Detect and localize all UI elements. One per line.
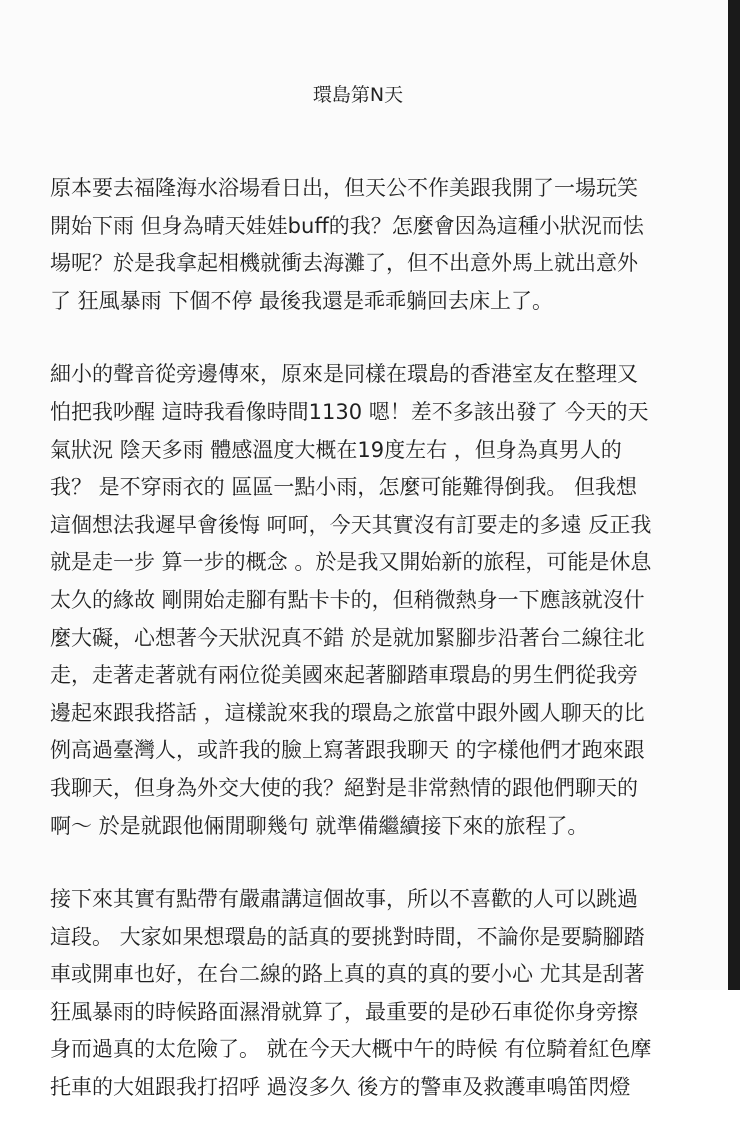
text-line: 身而過真的太危險了。 就在今天大概中午的時候 有位騎着紅色摩 [50,1037,652,1062]
paragraph-3 [50,881,690,1107]
text-line: 這段。 大家如果想環島的話真的要挑對時間，不論你是要騎腳踏 [50,924,645,949]
document-title: 環島第N天 [312,84,404,106]
text-line: 接下來其實有點帶有嚴肅講這個故事，所以不喜歡的人可以跳過 [50,887,638,912]
paragraph-1 [50,170,690,320]
document-body [50,170,690,1143]
text-line: 托車的大姐跟我打招呼 過沒多久 後方的警車及救護車鳴笛閃燈 [50,1075,631,1100]
text-line: 狂風暴雨的時候路面濕滑就算了，最重要的是砂石車從你身旁擦 [50,999,638,1024]
text-line: 邊起來跟我搭話 ，這樣說來我的環島之旅當中跟外國人聊天的比 [50,700,645,725]
text-line: 場呢？於是我拿起相機就衝去海灘了，但不出意外馬上就出意外 [50,251,638,276]
text-line: 我？ 是不穿雨衣的 區區一點小雨，怎麼可能難得倒我。 但我想 [50,475,638,500]
text-line: 我聊天，但身為外交大使的我？絕對是非常熱情的跟他們聊天的 [50,775,638,800]
text-line: 細小的聲音從旁邊傳來，原來是同樣在環島的香港室友在整理又 [50,362,638,387]
text-line: 怕把我吵醒 這時我看像時間1130 嗯！差不多該出發了 今天的天 [50,399,649,424]
paragraph-2 [50,356,690,845]
text-line: 麼大礙，心想著今天狀況真不錯 於是就加緊腳步沿著台二線往北 [50,625,645,650]
text-line: 這個想法我遲早會後悔 呵呵，今天其實沒有訂要走的多遠 反正我 [50,512,652,537]
text-line: 啊～ 於是就跟他倆閒聊幾句 就準備繼續接下來的旅程了。 [50,813,589,838]
text-line: 例高過臺灣人，或許我的臉上寫著跟我聊天 的字樣他們才跑來跟 [50,738,645,763]
text-line: 原本要去福隆海水浴場看日出，但天公不作美跟我開了一場玩笑 [50,176,638,200]
text-line: 就是走一步 算一步的概念 。於是我又開始新的旅程，可能是休息 [50,550,652,575]
text-line: 開始下雨 但身為晴天娃娃buff的我？怎麼會因為這種小狀況而怯 [50,213,644,238]
screen-edge [728,0,740,990]
text-line: 走，走著走著就有兩位從美國來起著腳踏車環島的男生們從我旁 [50,663,638,688]
text-line: 車或開車也好，在台二線的路上真的真的真的要小心 尤其是刮著 [50,962,645,987]
text-line: 氣狀況 陰天多雨 體感溫度大概在19度左右 ，但身為真男人的 [50,437,622,462]
text-line: 了 狂風暴雨 下個不停 最後我還是乖乖躺回去床上了。 [50,288,554,313]
text-line: 太久的緣故 剛開始走腳有點卡卡的，但稍微熱身一下應該就沒什 [50,587,645,612]
